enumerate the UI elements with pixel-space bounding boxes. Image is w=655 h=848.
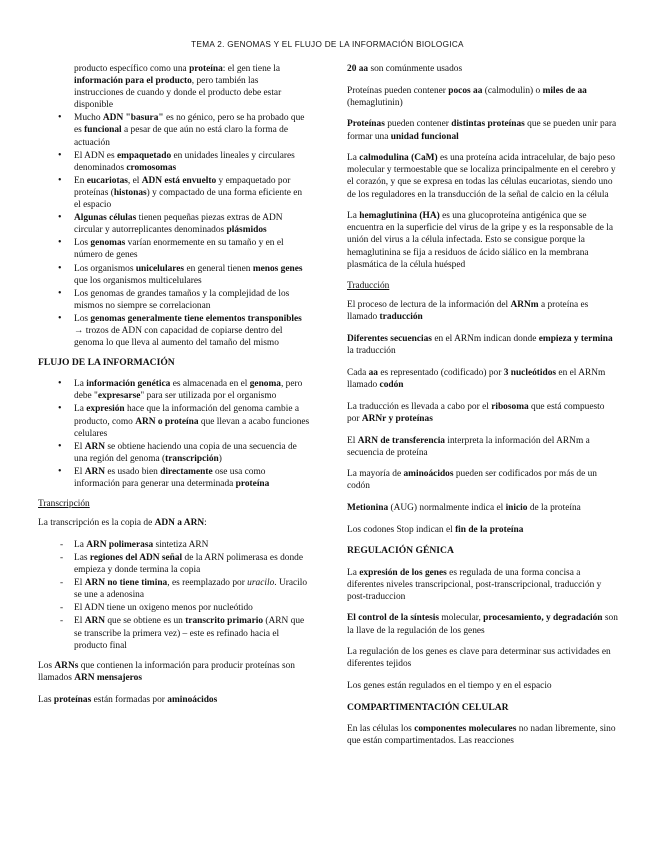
- paragraph: [347, 646, 619, 670]
- text-run: aminoácidos: [167, 694, 218, 705]
- paragraph: [347, 299, 619, 323]
- text-run: , pero debe ": [74, 379, 303, 402]
- list-item: [38, 112, 310, 148]
- text-run: es almacenada en el: [170, 379, 250, 390]
- transcription-dash-list: [38, 539, 310, 652]
- subheading-traduccion: Traducción: [347, 281, 390, 292]
- text-run: . Uracilo se une a adenosina: [74, 578, 308, 601]
- right-column: [347, 63, 619, 757]
- text-run: ARN de transferencia: [357, 435, 445, 446]
- text-run: Los: [74, 238, 91, 249]
- text-run: expresión: [86, 404, 125, 415]
- text-run: eucariotas: [86, 175, 128, 186]
- paragraph: [347, 435, 619, 459]
- text-run: proteína: [235, 479, 270, 489]
- text-run: La: [74, 539, 87, 550]
- text-run: ARN o proteína: [135, 416, 199, 427]
- text-run: plásmidos: [226, 225, 267, 236]
- paragraph: [347, 63, 619, 75]
- text-run: cromosomas: [126, 162, 177, 173]
- text-run: Diferentes secuencias: [347, 334, 432, 345]
- text-run: Los organismos: [74, 263, 136, 274]
- text-run: molecular,: [439, 613, 484, 624]
- text-run: El ADN es: [74, 150, 117, 161]
- text-run: en general tienen: [184, 263, 253, 274]
- left-column: [38, 63, 310, 715]
- transcription-intro: [38, 517, 310, 529]
- text-run: La: [347, 153, 360, 164]
- text-run: Los genomas de grandes tamaños y la complejidad de los mismos no siempre se correlacionan: [74, 288, 290, 311]
- text-run: Cada: [347, 367, 369, 378]
- text-run: Las: [38, 694, 54, 705]
- text-run: distintas proteínas: [451, 119, 525, 130]
- intro-continuation: [38, 63, 310, 111]
- paragraph: [347, 524, 619, 536]
- text-run: ARN no tiene timina: [84, 578, 168, 589]
- text-run: :: [204, 518, 207, 529]
- list-item: [38, 602, 310, 614]
- text-run: 3 nucleótidos: [503, 367, 557, 378]
- text-run: es regulada de una forma concisa a diferentes niveles transcripcional, post-transcripcional, traducción y post-traduccion: [347, 567, 602, 602]
- text-run: : el gen tiene la: [222, 64, 281, 74]
- heading-flujo: FLUJO DE LA INFORMACIÓN: [38, 357, 175, 369]
- paragraph-proteinas: [38, 694, 310, 706]
- text-run: (ARN que se transcribe la primera vez) – este es refinado hacia el producto final: [74, 616, 305, 651]
- paragraph-compartimentacion: [347, 723, 619, 747]
- text-run: pueden contener: [384, 119, 452, 130]
- text-run: El: [74, 578, 85, 589]
- text-run: uracilo: [247, 578, 275, 589]
- text-run: es no génico, pero se ha probado que es: [74, 113, 305, 136]
- heading-regulacion: REGULACIÓN GÉNICA: [347, 545, 454, 557]
- subheading-transcripcion: Transcripción: [38, 499, 90, 510]
- heading-compartimentacion: COMPARTIMENTACIÓN CELULAR: [347, 701, 509, 713]
- text-run: codón: [379, 380, 404, 391]
- translation-paragraphs: [347, 299, 619, 535]
- text-run: unicelulares: [135, 263, 185, 274]
- protein-paragraphs: [347, 63, 619, 271]
- paragraph: [347, 468, 619, 492]
- text-run: son comúnmente usados: [368, 64, 463, 74]
- text-run: pueden ser codificados por más de un codón: [347, 469, 597, 492]
- text-run: ADN a ARN: [154, 518, 205, 529]
- text-run: Proteínas: [347, 119, 385, 130]
- text-run: (calmodulin) o: [482, 85, 543, 96]
- list-item: [38, 403, 310, 439]
- page-header: TEMA 2. GENOMAS Y EL FLUJO DE LA INFORMACIÓN BIOLOGICA: [191, 40, 464, 49]
- text-run: directamente: [160, 466, 213, 477]
- paragraph: [347, 118, 619, 142]
- text-run: en el ARNm llamado: [347, 367, 606, 391]
- text-run: hemaglutinina (HA): [359, 211, 440, 222]
- text-run: El ADN tiene un oxigeno menos por nucleótido: [74, 603, 253, 614]
- text-run: miles de aa: [542, 85, 587, 96]
- list-item: [38, 577, 310, 601]
- text-run: que los organismos multicelulares: [74, 275, 202, 286]
- text-run: que está compuesto por: [347, 401, 605, 424]
- text-run: producto específico como una: [74, 64, 190, 74]
- text-run: que llevan a acabo funciones celulares: [74, 416, 310, 439]
- text-run: Algunas células: [74, 213, 137, 224]
- text-run: ARN polimerasa: [86, 539, 154, 550]
- text-run: sintetiza ARN: [153, 539, 209, 550]
- text-run: aminoácidos: [403, 469, 454, 480]
- text-run: Metionina: [347, 503, 389, 514]
- text-run: ARN: [84, 441, 105, 452]
- paragraph-arns: [38, 660, 310, 684]
- text-run: no nadan libremente, sino que están compartimentados. Las reacciones: [347, 723, 616, 746]
- text-run: calmodulina (CaM): [359, 153, 438, 164]
- text-run: ) y compactado de una forma eficiente en el espacio: [74, 187, 303, 211]
- text-run: Proteínas pueden contener: [347, 85, 449, 96]
- text-run: , es reemplazado por: [167, 578, 248, 589]
- text-run: ADN está envuelto: [141, 175, 217, 186]
- text-run: El: [347, 435, 358, 446]
- text-run: empaquetado: [116, 150, 172, 161]
- text-run: traducción: [379, 312, 423, 323]
- text-run: genoma: [249, 379, 281, 390]
- text-run: transcrito primario: [185, 616, 264, 627]
- list-item: [38, 237, 310, 261]
- text-run: , el: [127, 175, 142, 186]
- list-item: [38, 288, 310, 312]
- text-run: Los codones Stop indican el: [347, 524, 456, 535]
- text-run: están formadas por: [91, 694, 168, 705]
- paragraph: [347, 152, 619, 200]
- text-run: genomas generalmente tiene elementos transponibles: [90, 313, 302, 324]
- text-run: En las células los: [347, 723, 415, 734]
- text-run: es una proteína acida intracelular, de bajo peso molecular y termoestable que se localiza principalmente en el cerebro y el corazón, y que se expresa en todas las células eucariotas, siendo uno de los reguladores en la transducción de la señal de calcio en la célula: [347, 153, 616, 200]
- text-run: ARN: [84, 616, 105, 627]
- text-run: menos genes: [252, 263, 303, 274]
- text-run: es representado (codificado) por: [377, 367, 504, 378]
- paragraph: [347, 502, 619, 514]
- list-item: [38, 552, 310, 576]
- paragraph: [347, 567, 619, 603]
- paragraph: [347, 401, 619, 425]
- text-run: El: [74, 616, 85, 627]
- text-run: que contienen la información para producir proteínas son llamados: [38, 660, 295, 683]
- text-run: ADN "basura": [102, 113, 164, 124]
- text-run: unidad funcional: [390, 131, 459, 142]
- text-run: son la llave de la regulación de los genes: [347, 613, 618, 636]
- text-run: Las: [74, 552, 90, 563]
- text-run: Los: [38, 660, 55, 671]
- list-item: [38, 263, 310, 287]
- text-run: La regulación de los genes es clave para determinar sus actividades en diferentes tejidos: [347, 647, 611, 670]
- text-run: La transcripción es la copia de: [38, 518, 155, 529]
- text-run: La mayoría de: [347, 469, 404, 480]
- text-run: a proteína es llamado: [347, 300, 589, 323]
- text-run: regiones del ADN señal: [89, 552, 183, 563]
- text-run: expresión de los genes: [359, 567, 447, 578]
- text-run: transcripción: [165, 453, 219, 464]
- text-run: es una glucoproteína antigénica que se encuentra en la superficie del virus de la gripe y es la responsable de la unión del virus a la célula infectada. Esto se consigue porque la hemaglutinina se fija a residuos de ácido siálico en la membrana plasmática de la célula huésped: [347, 211, 614, 270]
- text-run: procesamiento, y degradación: [483, 613, 603, 624]
- text-run: La: [347, 211, 360, 222]
- text-run: aa: [368, 367, 378, 378]
- text-run: la traducción: [347, 346, 396, 357]
- text-run: y empaquetado por proteínas (: [74, 175, 291, 198]
- text-run: pocos aa: [448, 85, 483, 96]
- text-run: (AUG) normalmente indica el: [388, 503, 506, 514]
- text-run: a pesar de que aún no está claro la forma de actuación: [74, 125, 289, 148]
- text-run: expresarse: [97, 391, 141, 402]
- text-run: que se pueden unir para formar una: [347, 119, 617, 142]
- text-run: En: [74, 175, 87, 186]
- text-run: proteína: [189, 64, 223, 74]
- text-run: ARN mensajeros: [74, 672, 142, 683]
- text-run: La: [74, 404, 87, 415]
- text-run: 20 aa: [347, 64, 369, 74]
- text-run: ose usa como información para generar una determinada: [74, 466, 266, 489]
- text-run: de la ARN polimerasa es donde empieza y donde termina la copia: [74, 552, 303, 576]
- list-item: [38, 378, 310, 402]
- text-run: La: [74, 379, 87, 390]
- text-run: en unidades lineales y circulares denominados: [74, 150, 295, 173]
- text-run: información genética: [86, 379, 171, 390]
- text-run: inicio: [505, 503, 528, 514]
- text-run: varían enormemente en su tamaño y en el número de genes: [74, 238, 284, 261]
- paragraph: [347, 612, 619, 636]
- text-run: ARNs: [54, 660, 79, 671]
- text-run: proteínas: [53, 694, 92, 705]
- text-run: ARNr y proteínas: [361, 413, 433, 424]
- text-run: → trozos de ADN con capacidad de copiarse dentro del genoma lo que lleva al aumento del tamaño del mismo: [74, 325, 283, 349]
- text-run: en el ARNm indican donde: [431, 334, 539, 345]
- text-run: " para ser utilizada por el organismo: [140, 391, 277, 402]
- text-run: El: [74, 441, 85, 452]
- list-item: [38, 150, 310, 174]
- text-run: de la proteína: [527, 503, 581, 514]
- paragraph: [347, 333, 619, 357]
- text-run: información para el producto: [74, 76, 192, 87]
- list-item: [38, 615, 310, 651]
- list-item: [38, 212, 310, 236]
- text-run: genomas: [90, 238, 126, 249]
- text-run: La traducción es llevada a cabo por el: [347, 401, 492, 412]
- text-run: ): [218, 453, 222, 464]
- text-run: hace que la información del genoma cambie a producto, como: [74, 404, 300, 427]
- paragraph: [347, 680, 619, 692]
- text-run: Mucho: [74, 113, 103, 124]
- text-run: interpreta la información del ARNm a secuencia de proteína: [347, 435, 590, 458]
- text-run: es usado bien: [105, 466, 161, 477]
- text-run: ribosoma: [491, 401, 529, 412]
- genome-bullet-list: [38, 112, 310, 349]
- paragraph: [347, 367, 619, 391]
- list-item: [38, 539, 310, 551]
- text-run: Los genes están regulados en el tiempo y en el espacio: [347, 680, 552, 691]
- text-run: histonas: [113, 187, 147, 198]
- list-item: [38, 441, 310, 465]
- flujo-bullet-list: [38, 378, 310, 490]
- text-run: ARNm: [510, 300, 539, 311]
- text-run: empieza y termina: [538, 334, 613, 345]
- text-run: componentes moleculares: [414, 723, 517, 734]
- text-run: El: [74, 466, 85, 477]
- paragraph: [347, 85, 619, 109]
- list-item: [38, 466, 310, 490]
- text-run: La: [347, 567, 360, 578]
- regulation-paragraphs: [347, 567, 619, 693]
- text-run: El control de la síntesis: [347, 613, 440, 624]
- list-item: [38, 175, 310, 211]
- paragraph: [347, 210, 619, 270]
- text-run: tienen pequeñas piezas extras de ADN circular y autorreplicantes denominados: [74, 213, 283, 236]
- text-run: fin de la proteína: [455, 524, 524, 535]
- list-item: [38, 313, 310, 349]
- text-run: funcional: [84, 125, 122, 136]
- text-run: que se obtiene es un: [105, 616, 186, 627]
- text-run: , pero también las instrucciones de cuando y donde el producto debe estar disponible: [74, 76, 282, 111]
- text-run: El proceso de lectura de la información del: [347, 300, 511, 311]
- text-run: se obtiene haciendo una copia de una secuencia de una región del genoma (: [74, 441, 297, 464]
- text-run: (hemaglutinin): [347, 97, 403, 108]
- text-run: ARN: [84, 466, 105, 477]
- text-run: Los: [74, 313, 91, 324]
